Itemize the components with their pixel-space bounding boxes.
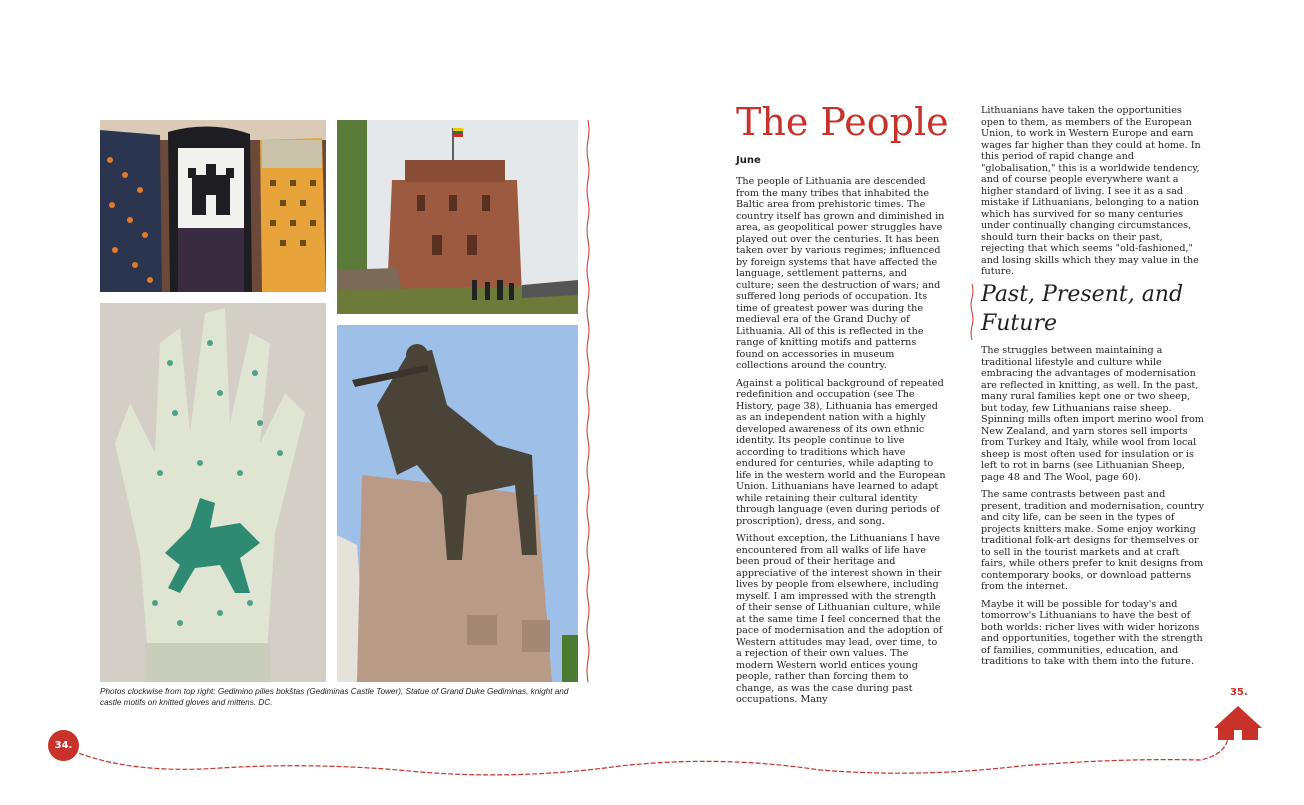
month-label: June bbox=[736, 155, 761, 166]
stitch-footer-line bbox=[0, 700, 1304, 790]
text-column-2-top bbox=[981, 105, 1206, 284]
paragraph: The people of Lithuania are descended from the many tribes that inhabited the Baltic area from prehistoric times. The country itself has grown and diminished in area, as geopolitical power struggles have played out over the centuries. It has been taken over by various regimes; influenced by foreign systems that have affected the language, settlement patterns, and culture; seen the destruction of wars; and suffered long periods of occupation. Its time of greatest power was during the medieval era of the Grand Duchy of Lithuania. All of this is reflected in the range of knitting motifs and patterns found on accessories in museum collections around the country. bbox=[736, 176, 945, 371]
photo-caption: Photos clockwise from top right: Gedimino pilies bokštas (Gediminas Castle Tower), Statue of Grand Duke Gediminas, knight and castle motifs on knitted gloves and mittens. DC. bbox=[100, 687, 569, 707]
section-subheading: Past, Present, and Future bbox=[981, 282, 1184, 336]
paragraph: Without exception, the Lithuanians I have encountered from all walks of life have been proud of their heritage and appreciative of the interest shown in their lives by people from elsewhere, including myself. I am impressed with the strength of their sense of Lithuanian culture, while at the same time I feel concerned that the pace of modernisation and the adoption of Western attitudes may lead, over time, to a rejection of their own values. The modern Western world entices young people, rather than forcing them to change, as was the case during past occupations. Many bbox=[736, 533, 943, 705]
page-number-right: 35. bbox=[1230, 687, 1248, 698]
page-number-left: 34. bbox=[48, 730, 79, 761]
house-icon bbox=[1214, 706, 1262, 740]
paragraph: Lithuanians have taken the opportunities open to them, as members of the European Union, to work in Western Europe and earn wages far higher than they could at home. In this period of rapid change and "globalisation," this is a worldwide tendency, and of course people everywhere want a higher standard of living. I see it as a sad mistake if Lithuanians, belonging to a nation which has survived for so many centuries under continually changing circumstances, should turn their backs on their past, rejecting that which seems "old-fashioned," and losing skills which they may value in the future. bbox=[981, 105, 1201, 277]
paragraph: Against a political background of repeated redefinition and occupation (see The History, page 38), Lithuania has emerged as an independent nation with a highly developed awareness of its own ethnic identity. Its people continue to live according to traditions which have endured for centuries, while adapting to life in the western world and the European Union. Lithuanians have learned to adapt while retaining their cultural identity through language (even during periods of proscription), dress, and song. bbox=[736, 377, 946, 527]
photo-knitted-glove bbox=[100, 303, 326, 682]
subheading-stitch bbox=[970, 284, 974, 340]
text-column-2-bottom bbox=[981, 345, 1206, 674]
page-title: The People bbox=[736, 100, 949, 144]
photo-knitted-mittens bbox=[100, 120, 326, 292]
photo-gediminas-statue bbox=[337, 325, 578, 682]
photo-castle-tower bbox=[337, 120, 578, 314]
stitch-divider bbox=[586, 120, 590, 682]
paragraph: The same contrasts between past and present, tradition and modernisation, country and city life, can be seen in the types of projects knitters make. Some enjoy working traditional folk-art designs for themselves or to sell in the tourist markets and at craft fairs, while others prefer to knit designs from contemporary books, or download patterns from the internet. bbox=[981, 489, 1205, 592]
text-column-1 bbox=[736, 176, 946, 712]
paragraph: Maybe it will be possible for today's and tomorrow's Lithuanians to have the best of both worlds: richer lives with wider horizons and opportunities, together with the strength of families, communities, education, and traditions to take with them into the future. bbox=[981, 598, 1203, 667]
paragraph: The struggles between maintaining a traditional lifestyle and culture while embracing the advantages of modernisation are reflected in knitting, as well. In the past, many rural families kept one or two sheep, but today, few Lithuanians raise sheep. Spinning mills often import merino wool from New Zealand, and yarn stores sell imports from Turkey and Italy, while wool from local sheep is most often used for insulation or is left to rot in barns (see Lithuanian Sheep, page 48 and The Wool, page 60). bbox=[981, 345, 1204, 483]
